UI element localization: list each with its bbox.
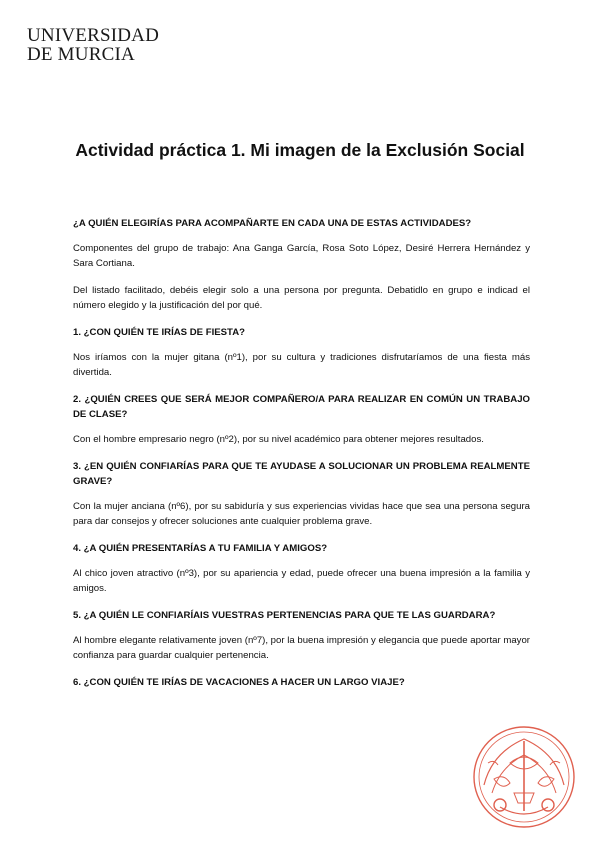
intro-question: ¿A QUIÉN ELEGIRÍAS PARA ACOMPAÑARTE EN CADA UNA DE ESTAS ACTIVIDADES? <box>73 218 472 229</box>
document-body <box>73 216 530 700</box>
answer-2: Con el hombre empresario negro (nº2), por su nivel académico para obtener mejores resultados. <box>73 434 484 445</box>
university-seal-icon <box>470 723 578 831</box>
group-components: Componentes del grupo de trabajo: Ana Ganga García, Rosa Soto López, Desiré Herrera Hernández y Sara Cortiana. <box>73 243 530 269</box>
question-2: 2. ¿QUIÉN CREES QUE SERÁ MEJOR COMPAÑERO/A PARA REALIZAR EN COMÚN UN TRABAJO DE CLASE? <box>73 394 530 420</box>
question-4: 4. ¿A QUIÉN PRESENTARÍAS A TU FAMILIA Y AMIGOS? <box>73 543 328 554</box>
answer-4: Al chico joven atractivo (nº3), por su apariencia y edad, puede ofrecer una buena impresión a la familia y amigos. <box>73 568 530 594</box>
logo-line-1: UNIVERSIDAD <box>27 25 160 46</box>
instructions: Del listado facilitado, debéis elegir solo a una persona por pregunta. Debatidlo en grupo e indicad el número elegido y la justificación del por qué. <box>73 285 530 311</box>
question-5: 5. ¿A QUIÉN LE CONFIARÍAIS VUESTRAS PERTENENCIAS PARA QUE TE LAS GUARDARA? <box>73 610 496 621</box>
answer-3: Con la mujer anciana (nº6), por su sabiduría y sus experiencias vividas hace que sea una persona segura para dar consejos y ofrecer soluciones ante cualquier problema grave. <box>73 501 530 527</box>
answer-1: Nos iríamos con la mujer gitana (nº1), por su cultura y tradiciones disfrutaríamos de una fiesta más divertida. <box>73 352 530 378</box>
document-title: Actividad práctica 1. Mi imagen de la Exclusión Social <box>75 140 525 160</box>
answer-5: Al hombre elegante relativamente joven (nº7), por la buena impresión y elegancia que puede aportar mayor confianza para guardar cualquier pertenencia. <box>73 635 530 661</box>
question-1: 1. ¿CON QUIÉN TE IRÍAS DE FIESTA? <box>73 327 245 338</box>
university-logo <box>27 26 159 64</box>
logo-line-2: DE MURCIA <box>27 44 135 65</box>
question-3: 3. ¿EN QUIÉN CONFIARÍAS PARA QUE TE AYUDASE A SOLUCIONAR UN PROBLEMA REALMENTE GRAVE? <box>73 461 530 487</box>
question-6: 6. ¿CON QUIÉN TE IRÍAS DE VACACIONES A HACER UN LARGO VIAJE? <box>73 677 405 688</box>
